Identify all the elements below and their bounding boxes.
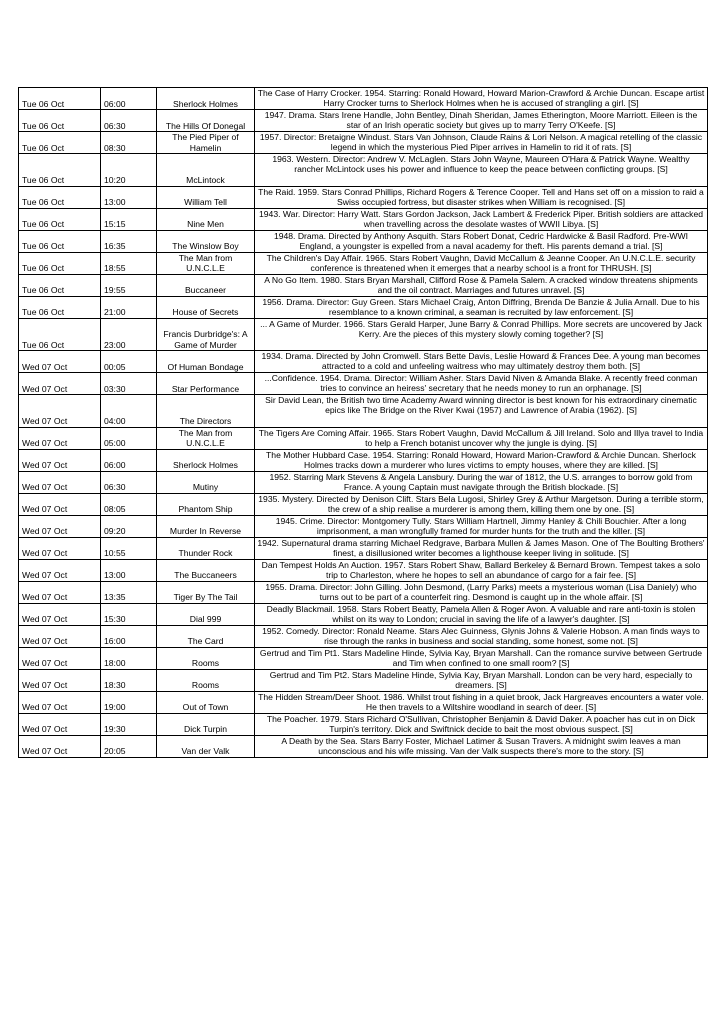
description-cell: Gertrud and Tim Pt1. Stars Madeline Hinde, Sylvia Kay, Bryan Marshall. Can the romance survive between Gertrude and Tim when confined to one small room? [S] (255, 647, 708, 669)
time-cell: 16:35 (101, 230, 157, 252)
schedule-table (18, 87, 708, 758)
date-cell: Wed 07 Oct (19, 515, 101, 537)
description-cell: 1952. Starring Mark Stevens & Angela Lansbury. During the war of 1812, the U.S. arranges to borrow gold from France. A young Captain must navigate through the British blockade. [S] (255, 471, 708, 493)
title-cell: Dial 999 (157, 603, 255, 625)
schedule-row (19, 132, 708, 154)
description-cell: The Hidden Stream/Deer Shoot. 1986. Whilst trout fishing in a quiet brook, Jack Hargreaves encounters a water vole. He then travels to a Wiltshire woodland in search of deer. [S] (255, 691, 708, 713)
description-cell: 1934. Drama. Directed by John Cromwell. Stars Bette Davis, Leslie Howard & Frances Dee. A young man becomes attracted to a cold and unfeeling waitress who may ultimately destroy them both. [S] (255, 351, 708, 373)
time-cell: 19:55 (101, 274, 157, 296)
time-cell: 03:30 (101, 373, 157, 395)
schedule-row (19, 351, 708, 373)
description-cell: A No Go Item. 1980. Stars Bryan Marshall, Clifford Rose & Pamela Salem. A cracked window threatens shipments and the oil contract. Marriages and futures unravel. [S] (255, 274, 708, 296)
schedule-row (19, 274, 708, 296)
date-cell: Wed 07 Oct (19, 713, 101, 735)
title-cell: The Pied Piper of Hamelin (157, 132, 255, 154)
description-cell: 1942. Supernatural drama starring Michael Redgrave, Barbara Mullen & James Mason. One of The Boulting Brothers' finest, a disillusioned writer becomes a lighthouse keeper living in solitude. [S] (255, 537, 708, 559)
description-cell: 1948. Drama. Directed by Anthony Asquith. Stars Robert Donat, Cedric Hardwicke & Basil Radford. Pre-WWI England, a youngster is expelled from a naval academy for theft. His parents demand a trial. [S] (255, 230, 708, 252)
description-cell: 1952. Comedy. Director: Ronald Neame. Stars Alec Guinness, Glynis Johns & Valerie Hobson. A man finds ways to rise through the ranks in business and social standing, some honest, some not. [S] (255, 625, 708, 647)
title-cell: McLintock (157, 154, 255, 187)
schedule-row (19, 186, 708, 208)
description-cell: Dan Tempest Holds An Auction. 1957. Stars Robert Shaw, Ballard Berkeley & Bernard Brown. Tempest takes a solo trip to Charleston, where he hopes to sell an abundance of cargo for a fair fee. [S] (255, 559, 708, 581)
schedule-row (19, 110, 708, 132)
schedule-row (19, 669, 708, 691)
time-cell: 23:00 (101, 318, 157, 351)
title-cell: House of Secrets (157, 296, 255, 318)
date-cell: Wed 07 Oct (19, 581, 101, 603)
schedule-row (19, 373, 708, 395)
time-cell: 15:15 (101, 208, 157, 230)
title-cell: Buccaneer (157, 274, 255, 296)
time-cell: 18:55 (101, 252, 157, 274)
title-cell: The Hills Of Donegal (157, 110, 255, 132)
description-cell: ...Confidence. 1954. Drama. Director: William Asher. Stars David Niven & Amanda Blake. A recently freed conman tries to convince an heiress' secretary that he needs money to run an orphanage. [S] (255, 373, 708, 395)
time-cell: 20:05 (101, 735, 157, 757)
description-cell: The Case of Harry Crocker. 1954. Starring: Ronald Howard, Howard Marion-Crawford & Archie Duncan. Escape artist Harry Crocker turns to Sherlock Holmes when he is accused of strangling a girl. [S] (255, 88, 708, 110)
description-cell: The Tigers Are Coming Affair. 1965. Stars Robert Vaughn, David McCallum & Jill Ireland. Solo and Illya travel to India to help a French botanist uncover why the jungle is dying. [S] (255, 427, 708, 449)
date-cell: Wed 07 Oct (19, 625, 101, 647)
schedule-row (19, 713, 708, 735)
title-cell: Rooms (157, 647, 255, 669)
schedule-body (19, 88, 708, 758)
time-cell: 05:00 (101, 427, 157, 449)
description-cell: Deadly Blackmail. 1958. Stars Robert Beatty, Pamela Allen & Roger Avon. A valuable and rare anti-toxin is stolen whilst on its way to London; crucial in saving the life of a lawyer's daughter. [S] (255, 603, 708, 625)
date-cell: Tue 06 Oct (19, 110, 101, 132)
description-cell: The Poacher. 1979. Stars Richard O'Sullivan, Christopher Benjamin & David Daker. A poacher has cut in on Dick Turpin's territory. Dick and Swiftnick decide to bait the most obvious suspect. [S] (255, 713, 708, 735)
date-cell: Tue 06 Oct (19, 132, 101, 154)
title-cell: Dick Turpin (157, 713, 255, 735)
date-cell: Tue 06 Oct (19, 296, 101, 318)
date-cell: Wed 07 Oct (19, 471, 101, 493)
schedule-row (19, 427, 708, 449)
date-cell: Tue 06 Oct (19, 230, 101, 252)
schedule-row (19, 625, 708, 647)
schedule-row (19, 230, 708, 252)
time-cell: 18:00 (101, 647, 157, 669)
date-cell: Wed 07 Oct (19, 647, 101, 669)
description-cell: ... A Game of Murder. 1966. Stars Gerald Harper, June Barry & Conrad Phillips. More secrets are uncovered by Jack Kerry. Are the pieces of this mystery slowly coming together? [S] (255, 318, 708, 351)
title-cell: Francis Durbridge's: A Game of Murder (157, 318, 255, 351)
time-cell: 19:30 (101, 713, 157, 735)
schedule-row (19, 691, 708, 713)
time-cell: 00:05 (101, 351, 157, 373)
schedule-row (19, 252, 708, 274)
date-cell: Tue 06 Oct (19, 208, 101, 230)
schedule-row (19, 493, 708, 515)
date-cell: Wed 07 Oct (19, 691, 101, 713)
title-cell: Sherlock Holmes (157, 88, 255, 110)
date-cell: Wed 07 Oct (19, 493, 101, 515)
title-cell: Out of Town (157, 691, 255, 713)
time-cell: 13:00 (101, 559, 157, 581)
description-cell: 1963. Western. Director: Andrew V. McLaglen. Stars John Wayne, Maureen O'Hara & Patrick Wayne. Wealthy rancher McLintock uses his power and influence to keep the peace between conflicting groups. [S] (255, 154, 708, 187)
title-cell: Nine Men (157, 208, 255, 230)
time-cell: 09:20 (101, 515, 157, 537)
date-cell: Wed 07 Oct (19, 537, 101, 559)
title-cell: Rooms (157, 669, 255, 691)
description-cell: 1947. Drama. Stars Irene Handle, John Bentley, Dinah Sheridan, James Etherington, Moore Marriott. Eileen is the star of an Irish operatic society but gives up to marry Terry O'Keefe. [S] (255, 110, 708, 132)
description-cell: The Children's Day Affair. 1965. Stars Robert Vaughn, David McCallum & Jeanne Cooper. An U.N.C.L.E. security conference is threatened when it emerges that a nearby school is a front for THRUSH. [S] (255, 252, 708, 274)
description-cell: 1955. Drama. Director: John Gilling. John Desmond, (Larry Parks) meets a mysterious woman (Lisa Daniely) who turns out to be part of a counterfeit ring. Desmond is caught up in the whole affair. [S] (255, 581, 708, 603)
description-cell: 1945. Crime. Director: Montgomery Tully. Stars William Hartnell, Jimmy Hanley & Chili Bouchier. After a long imprisonment, a man wrongfully framed for murder hunts for the truth and the killer. [S] (255, 515, 708, 537)
description-cell: 1956. Drama. Director: Guy Green. Stars Michael Craig, Anton Diffring, Brenda De Banzie & Julia Arnall. Due to his resemblance to a known criminal, a seaman is recruited by law enforcement. [S] (255, 296, 708, 318)
time-cell: 10:20 (101, 154, 157, 187)
title-cell: Mutiny (157, 471, 255, 493)
date-cell: Wed 07 Oct (19, 669, 101, 691)
description-cell: A Death by the Sea. Stars Barry Foster, Michael Latimer & Susan Travers. A midnight swim leaves a man unconscious and his wife missing. Van der Valk suspects there's more to the story. [S] (255, 735, 708, 757)
description-cell: The Mother Hubbard Case. 1954. Starring: Ronald Howard, Howard Marion-Crawford & Archie Duncan. Sherlock Holmes tracks down a murderer who lures victims to empty houses, where they are killed. [S] (255, 449, 708, 471)
schedule-row (19, 603, 708, 625)
title-cell: Tiger By The Tail (157, 581, 255, 603)
time-cell: 19:00 (101, 691, 157, 713)
description-cell: 1935. Mystery. Directed by Denison Clift. Stars Bela Lugosi, Shirley Grey & Arthur Margetson. During a terrible storm, the crew of a ship realise a murderer is among them, killing them one by one. [S] (255, 493, 708, 515)
date-cell: Tue 06 Oct (19, 318, 101, 351)
description-cell: 1957. Director: Bretaigne Windust. Stars Van Johnson, Claude Rains & Lori Nelson. A magical retelling of the classic legend in which the mysterious Pied Piper arrives in Hamelin to rid it of rats. [S] (255, 132, 708, 154)
schedule-row (19, 515, 708, 537)
time-cell: 06:00 (101, 88, 157, 110)
description-cell: Sir David Lean, the British two time Academy Award winning director is best known for his extraordinary cinematic epics like The Bridge on the River Kwai (1957) and Lawrence of Arabia (1962). [S] (255, 395, 708, 428)
title-cell: The Directors (157, 395, 255, 428)
schedule-row (19, 296, 708, 318)
description-cell: Gertrud and Tim Pt2. Stars Madeline Hinde, Sylvia Kay, Bryan Marshall. London can be very hard, especially to dreamers. [S] (255, 669, 708, 691)
description-cell: 1943. War. Director: Harry Watt. Stars Gordon Jackson, Jack Lambert & Frederick Piper. British soldiers are attacked when travelling across the desolate wastes of WWII Libya. [S] (255, 208, 708, 230)
time-cell: 15:30 (101, 603, 157, 625)
schedule-row (19, 647, 708, 669)
date-cell: Wed 07 Oct (19, 427, 101, 449)
date-cell: Tue 06 Oct (19, 154, 101, 187)
schedule-row (19, 154, 708, 187)
schedule-row (19, 88, 708, 110)
time-cell: 21:00 (101, 296, 157, 318)
time-cell: 08:05 (101, 493, 157, 515)
time-cell: 06:30 (101, 471, 157, 493)
schedule-row (19, 559, 708, 581)
title-cell: Murder In Reverse (157, 515, 255, 537)
date-cell: Wed 07 Oct (19, 735, 101, 757)
title-cell: Star Performance (157, 373, 255, 395)
time-cell: 06:30 (101, 110, 157, 132)
title-cell: Of Human Bondage (157, 351, 255, 373)
title-cell: The Man from U.N.C.L.E (157, 427, 255, 449)
date-cell: Wed 07 Oct (19, 603, 101, 625)
title-cell: William Tell (157, 186, 255, 208)
title-cell: Van der Valk (157, 735, 255, 757)
schedule-row (19, 449, 708, 471)
time-cell: 13:35 (101, 581, 157, 603)
title-cell: The Buccaneers (157, 559, 255, 581)
time-cell: 13:00 (101, 186, 157, 208)
date-cell: Wed 07 Oct (19, 373, 101, 395)
date-cell: Tue 06 Oct (19, 186, 101, 208)
date-cell: Wed 07 Oct (19, 449, 101, 471)
schedule-row (19, 537, 708, 559)
date-cell: Wed 07 Oct (19, 559, 101, 581)
schedule-row (19, 318, 708, 351)
title-cell: Thunder Rock (157, 537, 255, 559)
title-cell: Sherlock Holmes (157, 449, 255, 471)
date-cell: Wed 07 Oct (19, 351, 101, 373)
title-cell: The Man from U.N.C.L.E (157, 252, 255, 274)
time-cell: 18:30 (101, 669, 157, 691)
date-cell: Tue 06 Oct (19, 88, 101, 110)
time-cell: 08:30 (101, 132, 157, 154)
schedule-sheet (18, 87, 707, 758)
schedule-row (19, 395, 708, 428)
time-cell: 04:00 (101, 395, 157, 428)
title-cell: The Card (157, 625, 255, 647)
date-cell: Wed 07 Oct (19, 395, 101, 428)
title-cell: The Winslow Boy (157, 230, 255, 252)
schedule-row (19, 471, 708, 493)
schedule-row (19, 208, 708, 230)
schedule-row (19, 581, 708, 603)
date-cell: Tue 06 Oct (19, 252, 101, 274)
title-cell: Phantom Ship (157, 493, 255, 515)
schedule-row (19, 735, 708, 757)
time-cell: 06:00 (101, 449, 157, 471)
time-cell: 16:00 (101, 625, 157, 647)
time-cell: 10:55 (101, 537, 157, 559)
description-cell: The Raid. 1959. Stars Conrad Phillips, Richard Rogers & Terence Cooper. Tell and Hans set off on a mission to raid a Swiss occupied fortress, but disaster strikes when William is recognised. [S] (255, 186, 708, 208)
date-cell: Tue 06 Oct (19, 274, 101, 296)
